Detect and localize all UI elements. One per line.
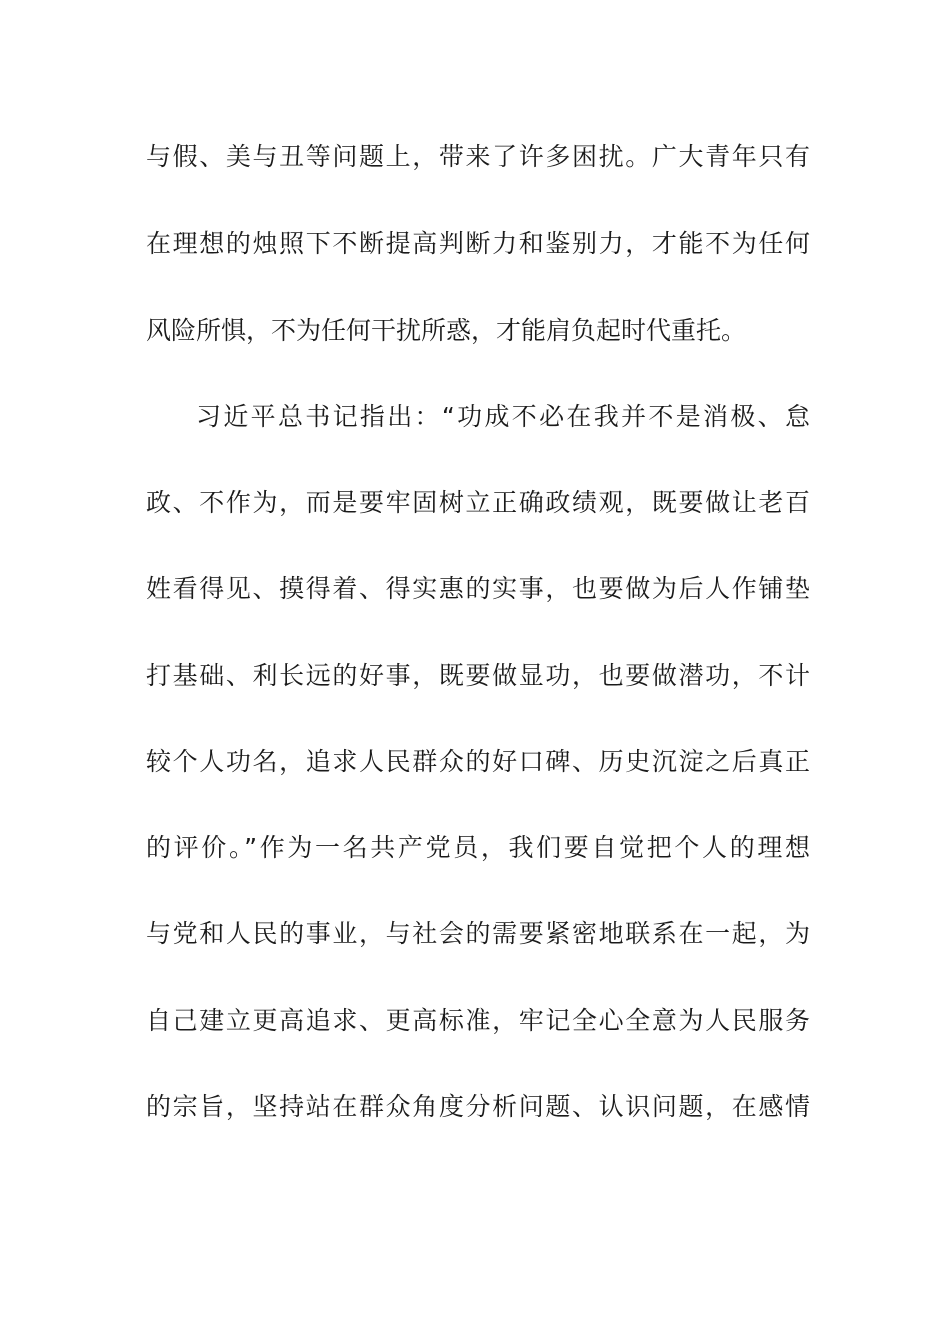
text-line: 风险所惧，不为任何干扰所惑，才能肩负起时代重托。 [146, 316, 747, 345]
text-line: 姓看得见、摸得着、得实惠的实事，也要做为后人作铺垫 [146, 574, 810, 603]
text-line: 与假、美与丑等问题上，带来了许多困扰。广大青年只有 [146, 142, 810, 171]
text-line: 在理想的烛照下不断提高判断力和鉴别力，才能不为任何 [146, 229, 810, 258]
text-line: 政、不作为，而是要牢固树立正确政绩观，既要做让老百 [146, 488, 810, 517]
text-line: 的宗旨，坚持站在群众角度分析问题、认识问题，在感情 [146, 1092, 810, 1121]
text-line: 自己建立更高追求、更高标准，牢记全心全意为人民服务 [146, 1006, 810, 1035]
text-line: 与党和人民的事业，与社会的需要紧密地联系在一起，为 [146, 919, 810, 948]
text-line: 打基础、利长远的好事，既要做显功，也要做潜功，不计 [146, 661, 810, 690]
text-line: 较个人功名，追求人民群众的好口碑、历史沉淀之后真正 [146, 747, 810, 776]
text-line-paragraph-start: 习近平总书记指出：“功成不必在我并不是消极、怠 [196, 402, 810, 431]
text-line: 的评价。”作为一名共产党员，我们要自觉把个人的理想 [146, 833, 810, 862]
